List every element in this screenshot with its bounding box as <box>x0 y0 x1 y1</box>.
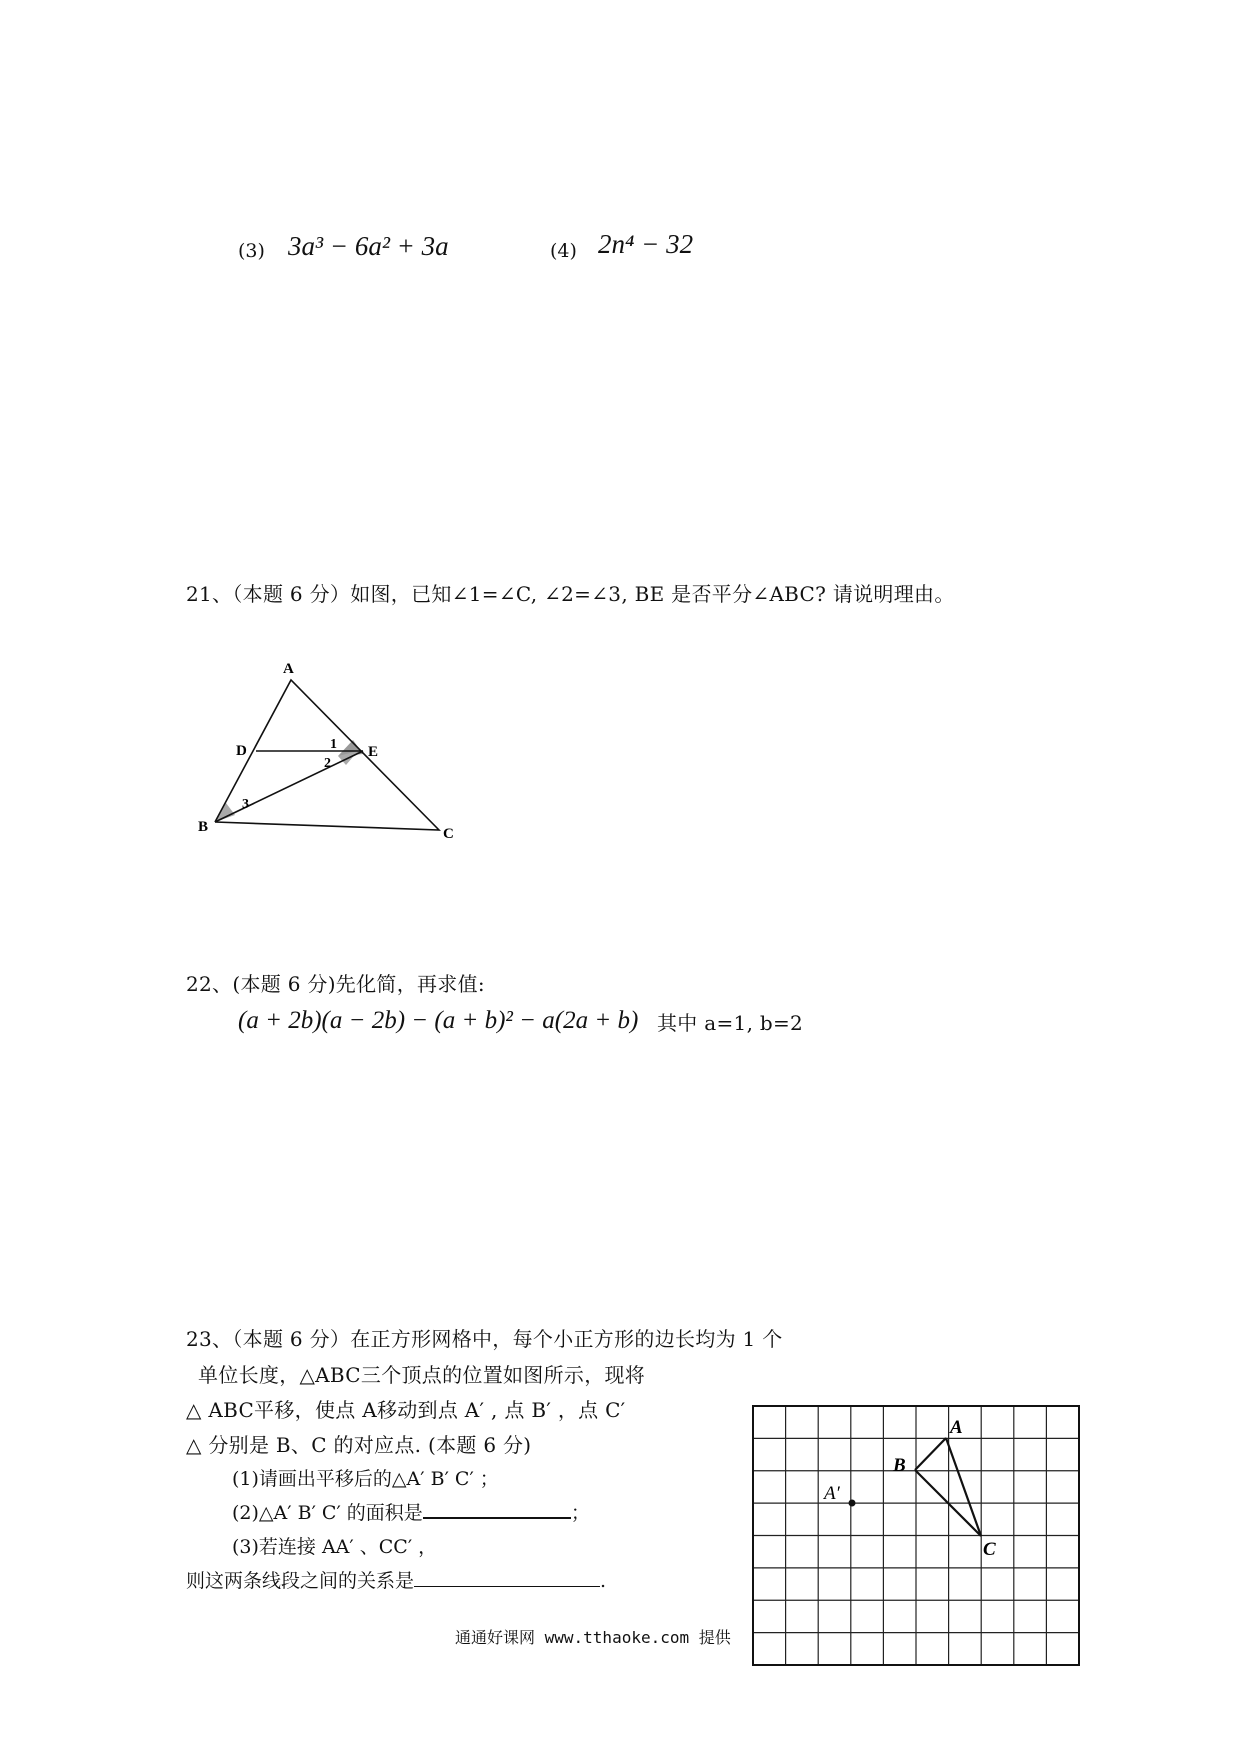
sub4-end: . <box>600 1570 607 1592</box>
sub4-text: 则这两条线段之间的关系是 <box>186 1570 415 1592</box>
grid-label-b: B <box>893 1455 906 1476</box>
answer-blank-area[interactable] <box>423 1499 571 1519</box>
problem-23-line1: 23、（本题 6 分）在正方形网格中，每个小正方形的边长均为 1 个 <box>186 1327 783 1351</box>
problem-23-line3: △ ABC平移，使点 A移动到点 A′ , 点 B′ ，点 C′ <box>186 1398 626 1422</box>
problem-23-sub2 <box>232 1498 590 1525</box>
answer-blank-relation[interactable] <box>414 1568 600 1587</box>
part3-expression: 3a³ − 6a² + 3a <box>288 231 449 261</box>
angle-3-shade <box>215 803 235 822</box>
problem-23-sub1: (1)请画出平移后的△A′ B′ C′ ； <box>232 1468 499 1490</box>
label-c: C <box>443 826 454 842</box>
square-grid-figure <box>752 1405 1082 1675</box>
label-d: D <box>236 743 247 759</box>
grid-label-a: A <box>950 1417 963 1438</box>
problem-23-sub3: (3)若连接 AA′ 、CC′ ， <box>232 1536 438 1558</box>
label-angle-1: 1 <box>330 737 337 752</box>
label-a: A <box>283 661 294 677</box>
part4-label: (4) <box>550 240 577 262</box>
segment-be <box>215 751 363 822</box>
grid-label-a-prime: A′ <box>824 1483 840 1504</box>
segment-ac <box>946 1438 981 1536</box>
part3-label: (3) <box>238 240 265 262</box>
footer-credit: 通通好课网 www.tthaoke.com 提供 <box>455 1628 731 1647</box>
label-e: E <box>368 744 379 760</box>
segment-ba <box>915 1438 946 1470</box>
label-angle-3: 3 <box>242 797 249 812</box>
triangle-figure <box>190 655 480 845</box>
label-b: B <box>198 819 209 835</box>
label-angle-2: 2 <box>324 756 331 771</box>
sub2-text: (2)△A′ B′ C′ 的面积是 <box>232 1502 423 1524</box>
part4-expression: 2n⁴ − 32 <box>598 229 694 259</box>
problem-23-line4: △ 分别是 B、C 的对应点. (本题 6 分) <box>186 1433 532 1457</box>
problem-23-sub4 <box>186 1566 606 1593</box>
point-a-prime <box>849 1500 856 1507</box>
problem-22-expression: (a + 2b)(a − 2b) − (a + b)² − a(2a + b) <box>238 1007 639 1034</box>
sub2-end: ； <box>570 1502 590 1524</box>
problem-21-text: 21、（本题 6 分）如图，已知∠1=∠C, ∠2=∠3, BE 是否平分∠ABC? 请说明理由。 <box>186 582 955 606</box>
grid-label-c: C <box>983 1539 996 1560</box>
problem-22-condition: 其中 a=1, b=2 <box>657 1011 804 1035</box>
problem-22-text: 22、(本题 6 分)先化简，再求值: <box>186 972 485 996</box>
problem-23-line2: 单位长度，△ABC三个顶点的位置如图所示，现将 <box>198 1363 646 1387</box>
